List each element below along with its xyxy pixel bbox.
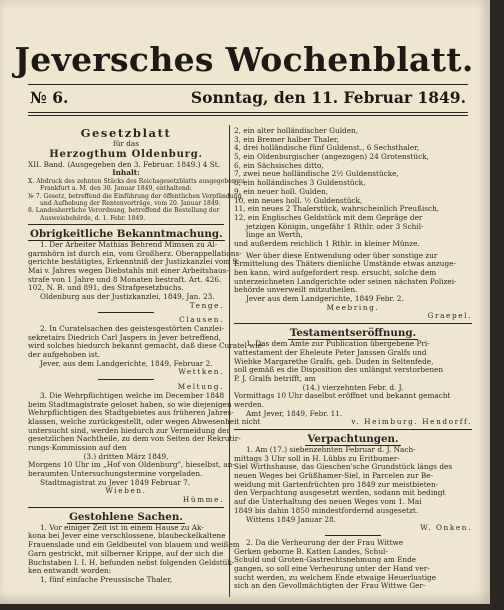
notice-separator: [98, 379, 154, 380]
notice-line: vattestament der Eheleute Peter Janssen Gralfs und: [234, 347, 427, 357]
notice-line: klassen, welche zurückgestellt, oder wegen Abwesenheit nicht: [28, 416, 261, 426]
inhalt-line: № 7. Gesetz, betreffend die Einführung der öffentlichen Verpfändung: [28, 192, 242, 200]
notice-line: Buchstaben I. I. H. befunden nebst folgenden Geldstük-: [28, 557, 235, 567]
coin-list-item: 9, ein neuer holl. Gulden,: [234, 186, 329, 196]
notice-line: (3.) dritten März 1849,: [83, 451, 169, 461]
notice-line: kona bei Jever eine verschlossene, blaubeckelkaltene: [28, 531, 226, 541]
notice-line: (14.) vierzehnten Febr. d. J.: [302, 382, 404, 392]
notice-line: gerichte bestätigtes, Erkenntniß der Justizkanzlei vom 9.: [28, 257, 240, 267]
notice-2-signature-top: Clausen.: [179, 315, 224, 325]
coin-list-item: 6, ein Sächsisches ditto,: [234, 160, 324, 170]
gesetzblatt-band: XII. Band. (Ausgegeben den 3. Februar. 1849.) 4 St.: [28, 159, 220, 169]
notice-line: ben kann, wird aufgefordert resp. ersucht, solche dem: [234, 268, 437, 277]
notice-2-body: [28, 324, 265, 368]
notice-line: Jever, aus dem Landgerichte, 1849, Februar 2.: [40, 358, 213, 368]
section-head-testament: Testamentseröffnung.: [289, 327, 417, 340]
coin-list-item: linge an Werth,: [246, 230, 303, 240]
notice-line: 1. Der Arbeiter Mathias Behrend Mimsen zu Al-: [40, 239, 218, 249]
stolen-goods-request: [234, 252, 472, 304]
gesetzblatt-territory: Herzogthum Oldenburg.: [49, 148, 203, 160]
notice-line: Wittens 1849 Januar 28.: [246, 514, 336, 524]
notice-line: 2. Da die Verheurung der der Frau Wittwe: [246, 537, 404, 547]
notice-line: beraumten Untersuchungstermine vorgeladen.: [28, 469, 203, 479]
gesetzblatt-rule: [28, 224, 224, 225]
coin-list-item: jetzigen Königin, ungefähr 1 Rthlr. oder 3 Schil-: [246, 221, 424, 231]
notice-line: Wehrpflichtigen des Stadtgebietes aus früheren Jahres-: [28, 408, 234, 418]
issue-date: Sonntag, den 11. Februar 1849.: [190, 88, 466, 107]
notice-line: gangen, so soll eine Verheurung unter der Hand ver-: [234, 563, 430, 573]
notice-2-signature: Wettken.: [178, 367, 224, 377]
notice-line: 1. Das dem Amte zur Publication übergebene Pri-: [246, 339, 430, 349]
coin-list-item: 11, ein neues 2 Thalerstück, wahrscheinlich Preußisch,: [234, 204, 440, 214]
notice-line: Wer über diese Entwendung oder über sonstige zur: [246, 250, 438, 260]
testament-signature: v. Heimburg. Hendorff.: [351, 417, 472, 427]
notice-line: Frauenslade und ein Geldbeutel von blauem und weißem: [28, 540, 240, 550]
right-column: [234, 127, 472, 597]
notice-line: Mai v. Jahres wegen Diebstahls mit einer Arbeitshaus-: [28, 265, 229, 275]
notice-line: mittags 3 Uhr soll in H. Lübbs zu Eritbumer-: [234, 453, 400, 463]
notice-line: 1, fünf einfache Preussische Thaler,: [40, 574, 173, 584]
notice-line: untersucht sind, werden hiedurch zur Vermeidung der: [28, 425, 230, 435]
notice-line: 102, N. B. und 891, des Strafgesetzbuchs.: [28, 283, 184, 293]
notice-line: Oldenburg aus der Justizkanzlei, 1849, Jan. 23.: [40, 291, 215, 301]
masthead-title: Jeversches Wochenblatt.: [14, 40, 474, 79]
notice-line: sucht werden, zu welchem Ende etwaige Heuerlustige: [234, 572, 437, 582]
lease-2-body: [234, 539, 472, 591]
notice-line: gesetzlichen Nachtheile, zu dem von Seiten der Rekrutir-: [28, 434, 241, 444]
coin-list-item: 4, drei holländische fünf Guldenst., 6 Sechsthaler,: [234, 143, 420, 153]
lease-1-body: [234, 446, 472, 524]
section-rule: [234, 429, 472, 430]
notice-line: neuen Weges bei Grüßhamer-Siel, in Parcelen zur Be-: [234, 471, 434, 481]
notice-line: auf die Unterhaltung des neuen Weges vom 1. Mai: [234, 497, 422, 507]
coin-list-item: 3, ein Bremer halber Thaler,: [234, 134, 339, 144]
stolen-coins-list: [234, 127, 472, 249]
notice-line: beim Stadtmagistrate geloset haben, so wie diejenigen: [28, 399, 232, 409]
notice-line: Siel Wirthshause, das Gieschen'sche Grundstück längs des: [234, 462, 453, 472]
lease-1-signature: W. Onken.: [420, 523, 472, 533]
masthead-rule-bottom: [28, 112, 468, 113]
stolen-goods-signature-2: Graepel.: [427, 311, 472, 321]
inhalt-line: und Aufhebung der Rentenvorträge, vom 20. Januar 1849.: [40, 199, 221, 207]
notice-line: behörde unverweilt mitzutheilen.: [234, 285, 358, 295]
stolen-goods-body: [28, 522, 240, 585]
stolen-goods-signature-1: Meebring.: [326, 302, 380, 312]
notice-line: Amt Jever, 1849, Febr. 11.: [246, 408, 343, 418]
notice-line: Ermittelung des Thäters dienliche Umstände etwas anzuge-: [234, 259, 456, 269]
masthead-rule-double: [28, 115, 468, 116]
notice-separator: [325, 535, 381, 536]
inhalt-line: Ausweisbehörde, d. 1. Febr. 1849.: [40, 214, 146, 222]
notice-line: rungs-Kommission auf den: [28, 442, 127, 452]
notice-line: 1849 bis dahin 1850 mindestfordernd ausgesetzt.: [234, 505, 419, 515]
gesetzblatt-title: Gesetzblatt: [80, 126, 172, 140]
inhalt-list: [28, 178, 245, 222]
notice-line: soll gemäß es die Disposition des unlängst verstorbenen: [234, 365, 444, 375]
coin-list-item: 8, ein holländisches 3 Guldenstück,: [234, 178, 366, 188]
notice-line: strafe von 1 Jahre und 8 Monaten bestraft. Art. 426.: [28, 274, 222, 284]
notice-line: Vormittags 10 Uhr daselbst eröffnet und bekannt gemacht: [234, 391, 451, 401]
notice-line: 1. Vor einiger Zeit ist in einem Hause zu Ak-: [40, 522, 204, 532]
notice-line: Jever aus dem Landgerichte, 1849 Febr. 2.: [246, 294, 404, 304]
notice-line: werden.: [234, 399, 265, 409]
notice-line: ken entwandt worden:: [28, 566, 112, 576]
notice-line: 1. Am (17.) siebenzehnten Februar d. J. Nach-: [246, 445, 416, 454]
section-head-obrigkeitliche: Obrigkeitliche Bekanntmachung.: [30, 227, 223, 240]
coin-list-item: 12, ein Englisches Geldstück mit dem Gepräge der: [234, 212, 423, 222]
notice-line: Stadtmagistrat zu Jever 1849 Februar 7.: [40, 477, 191, 487]
section-rule: [28, 507, 224, 508]
coin-list-item: 5, ein Oldenburgischer (angezogen) 24 Grotenstück,: [234, 152, 429, 162]
section-head-gestohlene: Gestohlene Sachen.: [69, 510, 183, 523]
notice-line: Garn gestrickt, mit silberner Krippe, auf der sich die: [28, 548, 224, 558]
notice-line: Schuld und Groten-Gastrechtsnehmung am Ende: [234, 555, 417, 565]
testament-body: [234, 340, 472, 418]
notice-line: Gerken geborne B. Katten Landes, Schul-: [234, 546, 388, 556]
notice-line: wird solches hiedurch bekannt gemacht, daß diese Curatel wie-: [28, 341, 265, 351]
notice-3-signature-1: Wieben.: [105, 486, 147, 496]
gesetzblatt-subtitle: für das: [113, 139, 139, 148]
notice-line: der aufgehoben ist.: [28, 350, 100, 360]
coin-list-item: 7, zwei neue holländische 2½ Guldenstücke,: [234, 169, 399, 179]
notice-line: sekretairs Diedrich Carl Jaspers in Jever betreffend,: [28, 332, 221, 342]
section-head-verpachtungen: Verpachtungen.: [307, 433, 399, 445]
notice-1-signature: Tenge.: [189, 300, 224, 310]
inhalt-line: Frankfurt a. M. den 30. Januar 1849, enthaltend:: [40, 185, 192, 193]
notice-3-body: [28, 390, 261, 488]
notice-line: 3. Die Wehrpflichtigen welche im December 1848: [40, 390, 225, 400]
left-column: [28, 126, 265, 597]
issue-line: [30, 86, 466, 110]
notice-1-body: [28, 239, 242, 302]
notice-line: Wiebke Margarethe Gralfs, geb. Duden in Seltenfede,: [234, 356, 434, 366]
notice-line: Morgens 10 Uhr im „Hof von Oldenburg", hieselbst, an-: [28, 460, 235, 470]
inhalt-line: X. Abdruck des zehnten Stücks des Reichsgesetzblatts ausgegeben zu: [28, 178, 245, 186]
notice-line: 2. In Curatelsachen des geistesgestörten Canzlei-: [40, 324, 224, 334]
coin-list-item: und außerdem reichlich 1 Rthlr. in kleiner Münze.: [234, 238, 420, 248]
inhalt-label: Inhalt:: [112, 168, 140, 178]
masthead-rule-top: [28, 84, 468, 85]
notice-line: sich an den Gevollmächtigten der Frau Wittwe Ger-: [234, 581, 426, 591]
notice-line: unterzeichneten Landgerichte oder seinen nächsten Polizei-: [234, 276, 457, 286]
coin-list-item: 10, ein neues holl. ½ Guldenstück,: [234, 195, 363, 205]
notice-3-signature-top: Meltung.: [177, 382, 224, 392]
section-rule: [234, 323, 472, 324]
notice-line: garmhörn ist durch ein, vom Großherz. Oberappellations-: [28, 248, 242, 258]
notice-line: P. J. Gralfs betrifft, am: [234, 373, 316, 383]
notice-line: weidung mit Gartenfrüchten pro 1849 zur meistbieten-: [234, 479, 439, 489]
inhalt-line: 8. Landesherrliche Verordnung, betreffend die Bestellung der: [28, 207, 220, 215]
notice-line: den Verpachtung ausgesetzt werden, sodann mit bedingt: [234, 488, 446, 498]
notice-3-signature-2: Hümme.: [182, 495, 224, 505]
issue-number: № 6.: [30, 88, 69, 107]
coin-list-item: 2, ein alter holländischer Gulden,: [234, 126, 359, 135]
notice-separator: [98, 312, 154, 313]
